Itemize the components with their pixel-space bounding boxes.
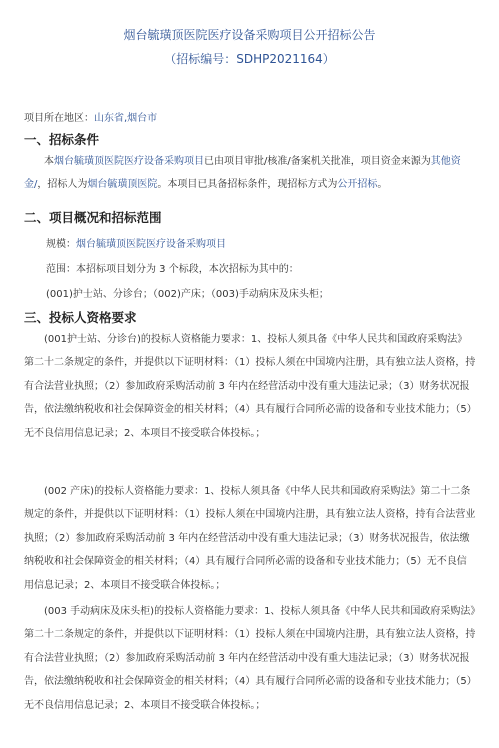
text-fragment: 已由项目审批/核准/备案机关批准，项目资金来源为 [204,156,431,167]
scale-label: 规模： [46,239,76,250]
lots-line: (001)护士站、分诊台；（002)产床；（003)手动病床及床头柜； [46,289,329,300]
method-highlight: 公开招标 [337,179,378,191]
scale-line [46,235,226,250]
conditions-paragraph [24,150,476,197]
tenderer-highlight: 烟台毓璜顶医院 [87,179,158,191]
section-heading-overview: 二、项目概况和招标范围 [24,210,162,225]
section-heading-conditions: 一、招标条件 [24,132,100,147]
region-value: 山东省,烟台市 [94,113,158,124]
project-region [24,109,157,124]
project-name-highlight: 烟台毓璜顶医院医疗设备采购项目 [54,156,204,167]
region-label: 项目所在地区： [24,113,94,124]
fund-source-highlight: 其他资金/ [24,156,461,191]
tender-number: （招标编号：SDHP2021164） [164,52,335,66]
scope-line: 范围：本招标项目划分为 3 个标段，本次招标为其中的： [46,264,299,275]
qualification-lot-002: (002 产床)的投标人资格能力要求：1、投标人须具备《中华人民共和国政府采购法》第二十二条规定的条件，并提供以下证明材料：（1）投标人须在中国境内注册，具有独立法人资格，持有合法营业执照；（2）参加政府采购活动前 3 年内在经营活动中没有重大违法记录；（3）财务状况报告，依法缴纳税收和社会保障资金的相关材料；（4）具有履行合同所必需的设备和专业技术能力；（5）无不良信用信息记录；2、本项目不接受联合体投标。； [24,486,476,591]
qualification-lot-003: (003 手动病床及床头柜)的投标人资格能力要求：1、投标人须具备《中华人民共和国政府采购法》第二十二条规定的条件，并提供以下证明材料：（1）投标人须在中国境内注册，具有独立法人资格，持有合法营业执照；（2）参加政府采购活动前 3 年内在经营活动中没有重大违法记录；（3）财务状况报告，依法缴纳税收和社会保障资金的相关材料；（4）具有履行合同所必需的设备和专业技术能力；（5）无不良信用信息记录；2、本项目不接受联合体投标。； [24,606,476,711]
text-fragment: 。 [377,179,388,191]
qualification-lot-001: (001护士站、分诊台)的投标人资格能力要求：1、投标人须具备《中华人民共和国政府采购法》第二十二条规定的条件，并提供以下证明材料：（1）投标人须在中国境内注册，具有独立法人资格，持有合法营业执照；（2）参加政府采购活动前 3 年内在经营活动中没有重大违法记录；（3）财务状况报告，依法缴纳税收和社会保障资金的相关材料；（4）具有履行合同所必需的设备和专业技术能力；（5）无不良信用信息记录；2、本项目不接受联合体投标。； [24,334,476,439]
section-heading-qualifications: 三、投标人资格要求 [24,310,137,325]
text-fragment: 。本项目已具备招标条件，现招标方式为 [157,179,338,191]
text-fragment: 本 [44,156,54,167]
text-fragment: ，招标人为 [37,179,88,191]
page-title: 烟台毓璜顶医院医疗设备采购项目公开招标公告 [123,28,376,42]
scale-value: 烟台毓璜顶医院医疗设备采购项目 [76,239,226,250]
